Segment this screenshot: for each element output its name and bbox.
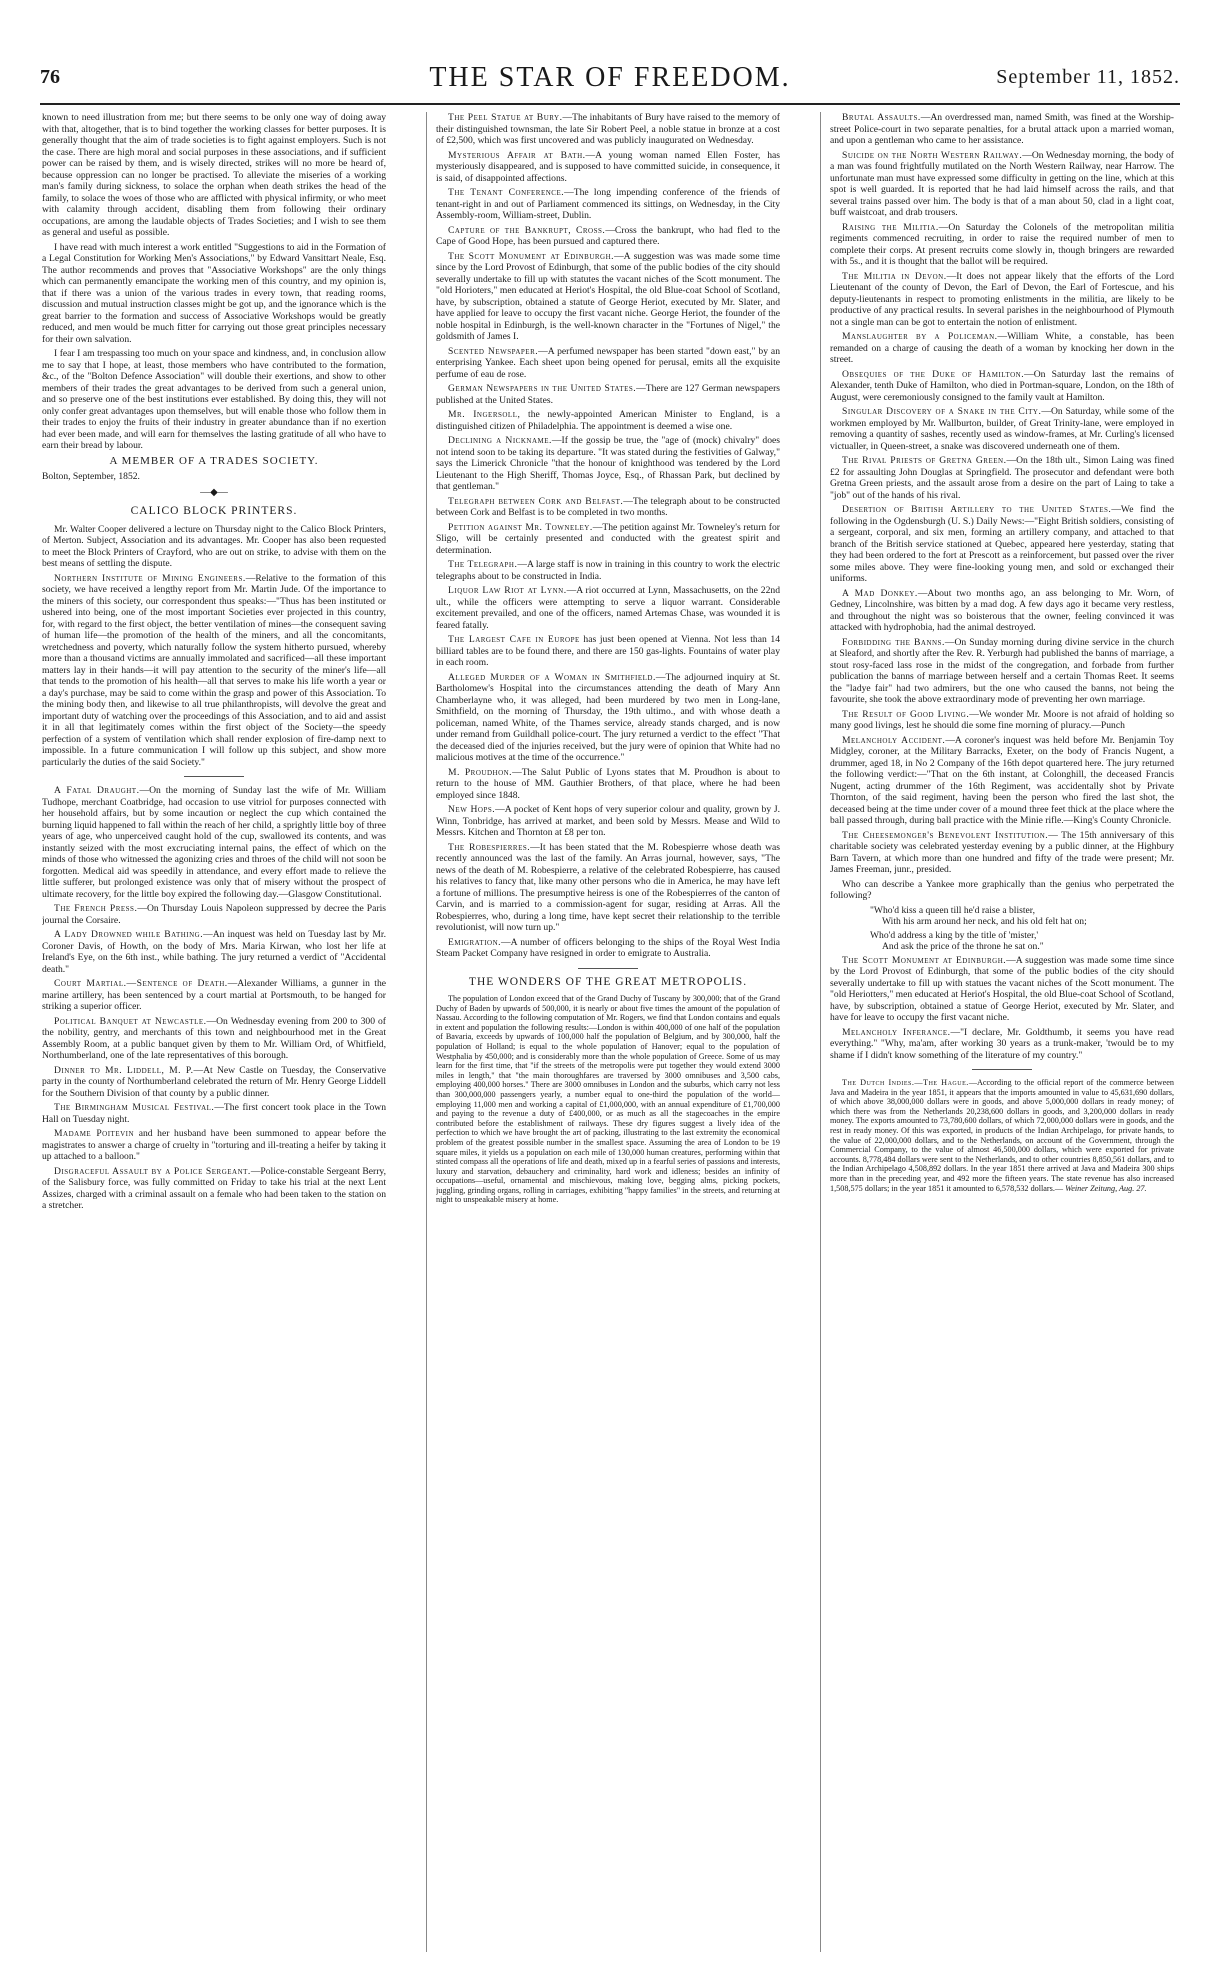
news-item bbox=[436, 150, 780, 185]
news-headline: New Hops. bbox=[448, 804, 496, 815]
issue-date: September 11, 1852. bbox=[996, 66, 1180, 88]
column-divider bbox=[820, 112, 821, 1952]
news-headline: Dinner to Mr. Liddell, M. P. bbox=[54, 1064, 194, 1076]
news-item bbox=[830, 222, 1174, 268]
news-item bbox=[436, 251, 780, 343]
short-rule bbox=[184, 776, 244, 777]
news-item bbox=[436, 559, 780, 582]
news-body: —It has been stated that the M. Robespierre whose death was recently announced was the last of the family. An Arras journal, however, says, "The news of the death of M. Robespierre, a relative of the celebrated Robespierre, has caused his relatives to fancy that, like many other persons who die in America, he may have left a fortune of millions. The presumptive heiress is one of the Robespierres of the canton of Carvin, and is married to a commission-agent for sugar, residing at Arras. All the Robespierres, who, during a long time, have kept secret their relationship to the terrible revolutionist, will now turn up." bbox=[436, 841, 780, 933]
news-headline: Liquor Law Riot at Lynn. bbox=[448, 585, 567, 596]
news-body: —"I declare, Mr. Goldthumb, it seems you have read everything." "Why, ma'am, after working 30 years as a trunk-maker, 'twould be to my shame if I didn't know something of the literature of my country." bbox=[830, 1026, 1174, 1061]
news-body: —The petition against Mr. Towneley's return for Sligo, will be certainly presented and conducted with the greatest spirit and determination. bbox=[436, 521, 780, 556]
news-body: —Relative to the formation of this society, we have received a lengthy report from Mr. Martin Jude. Of the importance to the miners of this society, our correspondent thus speaks:—"Thus has been instituted or ushered into being, one of the most important Societies ever projected in this country, for, with regard to the first object, the better ventilation of mines—the consequent saving of human life—the promotion of the health of the miners, and all the concomitants, wretchedness and poverty, which naturally follow the system hitherto pursued, whereby more than a thousand victims are annually immolated and sacrificed—all these important matters lay in their hands—it will pay attention to the security of the miner's life—all that tends to the promotion of his health—all that serves to make his life worth a year or a day's purchase, may be said to come within the grasp and power of this Association. To the mining body then, and likewise to all true philanthropists, will devolve the great and important duty of watching over the proceedings of this Association, and to aid and assist it in all that legitimately comes within the first object of the Society—the speedy perfection of a system of ventilation which shall render explosion of fire-damp next to impossible. In a future communication I will follow up this subject, and show more particularly the duties of the said Society." bbox=[42, 572, 386, 768]
news-body: —A coroner's inquest was held before Mr. Benjamin Toy Midgley, coroner, at the Military Barracks, Exeter, on the body of Francis Nugent, a drummer, aged 18, in No 2 Company of the 16th depot quartered here. The jury returned the following verdict:—"That on the 6th instant, at Colonghill, the deceased Francis Nugent, acting drummer of the 16th Regiment, was accidentally shot by Private Thornton, of the said regiment, having been the person who fired the last shot, the deceased being at the time under cover of a mound three feet thick at the place where the ball passed through, during ball practice with the Minie rifle.—King's County Chronicle. bbox=[830, 734, 1174, 826]
news-item bbox=[436, 346, 780, 381]
news-headline: The Birmingham Musical Festival. bbox=[54, 1102, 215, 1113]
news-headline: Scented Newspaper. bbox=[448, 345, 539, 357]
news-body: —At New Castle on Tuesday, the Conservative party in the county of Northumberland celebrated the return of Mr. Henry George Liddell for the Southern Division of that county by a public dinner. bbox=[42, 1064, 386, 1099]
letter-signature: A MEMBER OF A TRADES SOCIETY. bbox=[109, 454, 319, 467]
news-item bbox=[436, 409, 780, 432]
news-headline: A Lady Drowned while Bathing. bbox=[54, 929, 204, 940]
news-headline: Court Martial.—Sentence of Death. bbox=[54, 978, 228, 989]
news-headline: The Peel Statue at Bury. bbox=[448, 112, 563, 123]
news-headline: Singular Discovery of a Snake in the City. bbox=[842, 406, 1042, 417]
news-headline: The Militia in Devon. bbox=[842, 270, 947, 282]
letter-dateline: Bolton, September, 1852. bbox=[42, 471, 140, 482]
page-number: 76 bbox=[40, 66, 60, 88]
news-item bbox=[436, 585, 780, 631]
news-item bbox=[436, 225, 780, 248]
news-item bbox=[830, 271, 1174, 329]
news-headline: The Tenant Conference. bbox=[448, 187, 565, 198]
news-item bbox=[830, 709, 1174, 732]
news-body: —Cross the bankrupt, who had fled to the Cape of Good Hope, has been pursued and captured there. bbox=[436, 224, 780, 247]
news-item bbox=[436, 383, 780, 406]
news-headline: A Mad Donkey. bbox=[842, 587, 918, 599]
news-body: —If the gossip be true, the "age of (mock) chivalry" does not intend soon to be taking its departure. "It was stated during the festivities of Galway," says the Limerick Chronicle "that the honour of knighthood was tendered by the Lord Lieutenant to the High Sheriff, Thomas Joyce, Esq., of Rhassan Park, but declined by that gentleman." bbox=[436, 435, 780, 492]
news-body: —An overdressed man, named Smith, was fined at the Worship-street Police-court in two separate penalties, for a brutal attack upon a married woman, and upon a gentleman who came to her assistance. bbox=[830, 112, 1174, 146]
news-body: —According to the official report of the commerce between Java and Madeira in the year 1851, it appears that the imports amounted in value to 45,631,690 dollars, of which above 38,000,000 dollars were in goods, and above 5,000,000 dollars in ready money; of which there was from the Netherlands 20,238,600 dollars in goods, and 3,200,000 dollars in ready money. The exports amounted to 73,780,600 dollars, of which 72,000,000 dollars were in goods, and the rest in ready money. Of this was exported, in products of the Indian Archipelago, for private hands, to the value of 22,000,000 dollars, and to the Netherlands, on account of the Government, through the Commercial Company, to the value of almost 46,500,000 dollars, which were exported for private accounts. 8,778,484 dollars were sent to the Netherlands, and to other countries 8,850,561 dollars, and to the Indian Archipelago 4,508,892 dollars. In the year 1851 there arrived at Java and Madeira 300 ships more than in the preceding year, and 492 more the fifteen years. The state revenue has also increased 1,508,575 dollars; in the year 1851 it amounted to 6,578,532 dollars.— bbox=[830, 1078, 1174, 1193]
news-body: —On Sunday morning during divine service in the church at Sleaford, and shortly after the Rev. R. Yerburgh had published the banns of marriage, a stout rosy-faced lass rose in the midst of the congregation, and forbade from further publication the banns of marriage between herself and a certain Thomas Reet. It seems the "ladye fair" had two admirers, but the one who caused the banns, not being the favourite, she took the above extraordinary mode of preventing her own marriage. bbox=[830, 636, 1174, 705]
news-item bbox=[42, 1016, 386, 1062]
news-headline: Disgraceful Assault by a Police Sergeant. bbox=[54, 1165, 251, 1177]
news-headline: Alleged Murder of a Woman in Smithfield. bbox=[448, 671, 656, 683]
news-body: —A riot occurred at Lynn, Massachusetts, on the 22nd ult., while the officers were attempting to serve a liquor warrant. Considerable excitement prevailed, and one of the officers, named Artemas Chase, was wounded it is feared fatally. bbox=[436, 585, 780, 631]
news-body: —The telegraph about to be constructed between Cork and Belfast is to be completed in two months. bbox=[436, 495, 780, 518]
verse-line: "Who'd kiss a queen till he'd raise a blister, bbox=[870, 904, 1035, 916]
news-body: —A number of officers belonging to the ships of the Royal West India Steam Packet Company have resigned in order to emigrate to Australia. bbox=[436, 936, 780, 959]
article-paragraph: The population of London exceed that of the Grand Duchy of Tuscany by 300,000; that of the Grand Duchy of Baden by upwards of 500,000, it is nearly or about five times the amount of the population of Nassau. According to the following computation of Mr. Rogers, we find that London contains and equals in extent and population the following results:—London is within 400,000 of one half of the population of Bavaria, exceeds by upwards of 100,000 half the population of Belgium, and by 300,000, half the population of Holland; is equal to the whole population of Hanover; equal to the population of Westphalia by 450,000; and is considerably more than the whole population of Greece. Some of us may learn for the first time, that "if the streets of the metropolis were put together they would extend 3000 miles in length," that "the main thoroughfares are traversed by 3000 omnibuses and 3,500 cabs, employing 400,000 horses." There are 3000 omnibuses in London and the suburbs, which carry not less than 300,000,000 passengers yearly, a number equal to one-third the population of the world—employing 11,000 men and working a capital of £1,000,000, with an annual expenditure of £1,700,000 and paying to the revenue a duty of £400,000, or as much as all the stagecoaches in the empire contributed before the establishment of railways. These dry figures suggest a lively idea of the perfection to which we have brought the art of packing, illustrating to the last extremity the economical problem of the greatest possible number in the smallest space. Assuming the area of London to be 19 square miles, it yields us a population on each mile of 130,000 human creatures, performing within that stinted compass all the operations of life and death, mixed up in a fearful series of passions and interests, luxury and starvation, debauchery and criminality, hard work and idleness; besides an infinity of occupations—useful, ornamental and mischievous, making love, begging alms, picking pockets, juggling, grinding organs, rolling in carriages, exhibiting "happy families" in the streets, and returning at night to unspeakable misery at home. bbox=[436, 994, 780, 1205]
newspaper-title: THE STAR OF FREEDOM. bbox=[429, 62, 791, 93]
news-item bbox=[830, 637, 1174, 706]
news-headline: Political Banquet at Newcastle. bbox=[54, 1015, 207, 1027]
news-body: —We wonder Mr. Moore is not afraid of holding so many good livings, lest he should die some fine morning of pluracy.—Punch bbox=[830, 708, 1174, 731]
news-body: —On Wednesday evening from 200 to 300 of the nobility, gentry, and merchants of this town and neighbourhood met in the Great Assembly Room, at a public banquet given by them to Mr. William Ord, of Whitfield, Northumberland, one of the late representatives of this borough. bbox=[42, 1015, 386, 1061]
column-1 bbox=[42, 112, 386, 1952]
news-body: —We find the following in the Ogdensburgh (U. S.) Daily News:—"Eight British soldiers, consisting of a sergeant, corporal, and six men, forming an artillery company, and attached to that branch of the British service stationed at Quebec, appeared here yesterday, stating that they had been ordered to the fort at Prescott as a reinforcement, but passed over the river some miles above. They were fine-looking young men, and sold or exchanged their uniforms. bbox=[830, 504, 1174, 584]
news-headline: The Cheesemonger's Benevolent Institution. bbox=[842, 829, 1049, 841]
news-headline: The Largest Cafe in Europe bbox=[448, 634, 580, 645]
news-item bbox=[436, 804, 780, 839]
news-body: the newly-appointed American Minister to England, is a distinguished citizen of Philadelphia. The appointment is deemed a wise one. bbox=[436, 409, 780, 432]
news-item bbox=[830, 735, 1174, 827]
news-body: —A large staff is now in training in this country to work the electric telegraphs about to be constructed in India. bbox=[436, 559, 780, 582]
news-body: —Police-constable Sergeant Berry, of the Salisbury force, was fully committed on Friday to take his trial at the next Lent Assizes, charged with a criminal assault on a female who had been taken to the station on a stretcher. bbox=[42, 1165, 386, 1211]
news-headline: The Scott Monument at Edinburgh. bbox=[448, 250, 615, 262]
news-headline: The Telegraph. bbox=[448, 559, 518, 570]
column-3 bbox=[830, 112, 1174, 1952]
section-title: CALICO BLOCK PRINTERS. bbox=[130, 505, 298, 517]
news-body: — The 15th anniversary of this charitable society was celebrated yesterday evening by a public dinner, at the Highbury Barn Tavern, at which more than one hundred and fifty of the trade were present; Mr. James Freeman, junr., presided. bbox=[830, 829, 1174, 875]
news-item bbox=[42, 573, 386, 769]
news-headline: Obsequies of the Duke of Hamilton. bbox=[842, 368, 1025, 380]
column-divider bbox=[426, 112, 427, 1952]
news-body: —The long impending conference of the friends of tenant-right in and out of Parliament commenced its sittings, on Wednesday, in the City Assembly-room, William-street, Dublin. bbox=[436, 187, 780, 221]
news-item bbox=[436, 435, 780, 493]
article-paragraph: Who can describe a Yankee more graphically than the genius who perpetrated the following? bbox=[830, 878, 1174, 901]
news-item bbox=[42, 785, 386, 900]
short-rule bbox=[578, 968, 638, 969]
news-headline: A Fatal Draught. bbox=[54, 785, 140, 796]
news-headline: The Robespierres. bbox=[448, 841, 531, 853]
ornament-divider: —◆— bbox=[200, 486, 228, 498]
news-item bbox=[42, 1102, 386, 1125]
news-body: —On Thursday Louis Napoleon suppressed by decree the Paris journal the Corsaire. bbox=[42, 903, 386, 926]
news-item bbox=[42, 1128, 386, 1163]
news-item bbox=[436, 767, 780, 802]
news-item bbox=[436, 842, 780, 934]
news-headline: Northern Institute of Mining Engineers. bbox=[54, 572, 246, 584]
news-headline: Brutal Assaults. bbox=[842, 112, 921, 123]
verse-line: Who'd address a king by the title of 'mister,' bbox=[870, 929, 1039, 941]
news-headline: Manslaughter by a Policeman. bbox=[842, 331, 998, 342]
news-body: —A perfumed newspaper has been started "down east," by an enterprising Yankee. Each sheet upon being opened for perusal, emits all the exquisite perfume of eau de rose. bbox=[436, 345, 780, 380]
news-body: —A suggestion was made some time since by the Lord Provost of Edinburgh, that some of the public bodies of the city should severally undertake to fill up with statues the vacant niches of the Scott monument. The "old Heriotters," men educated at Heriot's Hospital, the old Blue-coat School of Scotland, have, by subscription, obtained a statue of George Heriot, executed by Mr. Slater, and have for leave to occupy the first vacant niche. bbox=[830, 954, 1174, 1023]
news-headline: Madame Poitevin bbox=[54, 1128, 135, 1139]
news-body: —A young woman named Ellen Foster, has mysteriously disappeared, and is supposed to have committed suicide, in consequence, it is said, of disappointed affections. bbox=[436, 149, 780, 184]
news-item bbox=[830, 504, 1174, 585]
news-headline: Capture of the Bankrupt, Cross. bbox=[448, 224, 606, 236]
news-body: —The inhabitants of Bury have raised to the memory of their distinguished townsman, the late Sir Robert Peel, a noble statue in bronze at a cost of £2,500, which was first uncovered and was publicly inaugurated on Wednesday. bbox=[436, 112, 780, 146]
news-headline: The Rival Priests of Gretna Green. bbox=[842, 455, 1007, 466]
news-headline: Mr. Ingersoll, bbox=[448, 409, 521, 420]
news-body: —There are 127 German newspapers published at the United States. bbox=[436, 383, 780, 406]
news-body: —Alexander Williams, a gunner in the marine artillery, has been sentenced by a court martial at Portsmouth, to be hanged for striking a superior officer. bbox=[42, 978, 386, 1012]
news-item bbox=[830, 331, 1174, 366]
news-body: —An inquest was held on Tuesday last by Mr. Coroner Davis, of Howth, on the body of Mrs. Maria Kirwan, who lost her life at Ireland's Eye, on the 6th inst., while bathing. The jury returned a verdict of "Accidental death." bbox=[42, 929, 386, 975]
news-headline: Suicide on the North Western Railway. bbox=[842, 149, 1023, 161]
verse-line: And ask the price of the throne he sat on." bbox=[882, 941, 1044, 952]
article-paragraph: Mr. Walter Cooper delivered a lecture on Thursday night to the Calico Block Printers, of Merton. Subject, Association and its advantages. Mr. Cooper has also been requested to meet the Block Printers of Crayford, who are out on strike, to advise with them on the best means of settling the dispute. bbox=[42, 523, 386, 569]
news-body: —On Saturday the Colonels of the metropolitan militia regiments commenced recruiting, in order to raise the required number of men to complete their corps. At present recruits come slowly in, though bringers are rewarded with 5s., and it is thought that the ballot will be required. bbox=[830, 221, 1174, 267]
news-item bbox=[436, 522, 780, 557]
news-headline: The French Press. bbox=[54, 903, 138, 914]
news-headline: The Dutch Indies.—The Hague. bbox=[842, 1078, 969, 1087]
article-paragraph: known to need illustration from me; but there seems to be only one way of doing away with that, altogether, that is to bind together the working classes for better purposes. It is generally thought that the aim of trade societies is to fight against employers. Such is not the case. There are high moral and social purposes in these associations, and if sufficient power can be raised by them, and is wisely directed, strikes will no more be heard of, because oppression can no longer be practised. To alleviate the miseries of a working man's family during sickness, to solace the orphan when death strikes the head of the family, to solace the woes of those who are afflicted with physical infirmity, or who meet with calamity through accident, disabling them from following their ordinary occupations, are among the laudable objects of Trades Societies; and I wish to see them as general and useful as possible. bbox=[42, 112, 386, 238]
news-headline: The Scott Monument at Edinburgh. bbox=[842, 954, 1007, 966]
news-body: has just been opened at Vienna. Not less than 14 billiard tables are to be found there, and there are 150 gas-lights. Fountains of water play in each room. bbox=[436, 634, 780, 668]
section-title: THE WONDERS OF THE GREAT METROPOLIS. bbox=[468, 975, 748, 988]
news-item bbox=[830, 830, 1174, 876]
header-rule bbox=[40, 103, 1180, 105]
article-paragraph: I have read with much interest a work entitled "Suggestions to aid in the Formation of a Legal Constitution for Working Men's Associations," by Edward Vansittart Neale, Esq. The author recommends and proves that "Associative Workshops" are the only things which can permanently emancipate the working men of this country, and my opinion is, that if there was a union of the various trades in every town, that reading rooms, discussion and mutual instruction classes might be got up, and the ignorance which is the great barrier to the formation and success of Associative Workshops would be greatly reduced, and men would be much fitter for carrying out those great principles necessary for their own salvation. bbox=[42, 241, 386, 345]
news-item bbox=[436, 634, 780, 669]
news-headline: Forbidding the Banns. bbox=[842, 636, 945, 648]
news-body: —On Saturday, while some of the workmen employed by Mr. Wallburton, builder, of Great Trinity-lane, were employed in removing a quantity of sashes, recently used as window-frames, at Mr. Curling's licensed victualler, in Queen-street, a snake was discovered underneath one of them. bbox=[830, 406, 1174, 452]
news-item bbox=[830, 1078, 1174, 1193]
article-paragraph: I fear I am trespassing too much on your space and kindness, and, in conclusion allow me to say that I hope, at least, those members who have contributed to the formation, &c., of the "Bolton Defence Association" will double their exertions, and show to other members of their trades the great advantages to be derived from such a general union, and so preserve one of the best institutions ever established. By doing this, they will not only confer great advantages upon themselves, but will enable those who follow them in their trades to enjoy the fruits of their industry in greater abundance than if no exertion had ever been made, and will earn for themselves the lasting gratitude of all who have to earn their bread by labour. bbox=[42, 348, 386, 451]
news-headline: Raising the Militia. bbox=[842, 221, 939, 233]
news-headline: Melancholy Inferance. bbox=[842, 1026, 951, 1038]
news-headline: Telegraph between Cork and Belfast. bbox=[448, 495, 624, 507]
column-2 bbox=[436, 112, 780, 1952]
news-item bbox=[830, 406, 1174, 452]
masthead bbox=[40, 62, 1180, 96]
news-body: —The Salut Public of Lyons states that M. Proudhon is about to return to the house of MM. Gauthier Brothers, of that place, where he had been employed since 1848. bbox=[436, 766, 780, 801]
news-item bbox=[830, 112, 1174, 147]
news-headline: Emigration. bbox=[448, 936, 502, 948]
news-item bbox=[436, 937, 780, 960]
news-headline: Mysterious Affair at Bath. bbox=[448, 149, 586, 161]
news-body: and her husband have been summoned to appear before the magistrates to answer a charge of cruelty in "torturing and ill-treating a heifer by taking it up attached to a balloon." bbox=[42, 1128, 386, 1162]
news-item bbox=[42, 929, 386, 975]
news-headline: German Newspapers in the United States. bbox=[448, 383, 637, 394]
news-body: —William White, a constable, has been remanded on a charge of causing the death of a woman by knocking her down in the street. bbox=[830, 331, 1174, 365]
news-body: —The first concert took place in the Town Hall on Tuesday night. bbox=[42, 1102, 386, 1125]
news-item bbox=[830, 588, 1174, 634]
news-headline: Melancholy Accident. bbox=[842, 734, 946, 746]
news-body: —On the morning of Sunday last the wife of Mr. William Tudhope, merchant Coatbridge, had occasion to use vitriol for purposes connected with her household affairs, but by some incaution or neglect the cup which contained the burning liquid happened to fall within the reach of her child, a sprightly little boy of three years of age, who unperceived caught hold of the cup, swallowed its contents, and was instantly seized with the most excruciating internal pains, the effect of which on the minds of those who witnessed the agonizing cries and throes of the child will not soon be forgotten. Medical aid was speedily in attendance, and every effort made to relieve the little sufferer, but prolonged existence was only that of misery without the prospect of ultimate recovery, for the little boy expired the following day.—Glasgow Constitutional. bbox=[42, 785, 386, 900]
news-headline: Desertion of British Artillery to the United States. bbox=[842, 504, 1112, 515]
news-item bbox=[42, 978, 386, 1013]
news-item bbox=[830, 150, 1174, 219]
news-body: —The adjourned inquiry at St. Bartholomew's Hospital into the circumstances attending the death of Mary Ann Chamberlayne who, it was alleged, had been murdered by two men in Long-lane, Smithfield, on the morning of Thursday, the 19th ultimo., and with whose death a policeman, named White, of the Thames service, already stands charged, and is now under remand from Guildhall police-court. The jury returned a verdict to the effect "That the deceased died of the injuries received, but the jury were of opinion that White had no malicious motives at the time of the occurrence." bbox=[436, 671, 780, 763]
news-item bbox=[42, 1166, 386, 1212]
news-body: —About two months ago, an ass belonging to Mr. Worn, of Gedney, Lincolnshire, was bitten by a mad dog. A few days ago it became very restless, and throughout the night was so boisterous that the owner, feeling convinced it was attacked with hydrophobia, had the animal destroyed. bbox=[830, 587, 1174, 633]
news-item bbox=[830, 455, 1174, 501]
news-item bbox=[830, 955, 1174, 1024]
news-body: —A suggestion was was made some time since by the Lord Provost of Edinburgh, that some of the public bodies of the city should severally undertake to fill up with statutes the vacant niches of the Scott monument. The "old Horioters," men educated at Heriot's Hospital, the old Blue-coat School of Scotland, have, by subscription, obtained a statute of George Heriot, executed by Mr. Slater, and have applied for leave to occupy the first vacant niche. George Heriot, the founder of the noble hospital in Edinburgh, is the well-known character in the "Fortunes of Nigel," the goldsmith of James I. bbox=[436, 250, 780, 342]
news-body: —A pocket of Kent hops of very superior colour and quality, grown by J. Winn, Tonbridge, has arrived at market, and been sold by Messrs. Mease and Wild to Messrs. Kitchen and Thornton at £8 per ton. bbox=[436, 804, 780, 838]
news-item bbox=[436, 496, 780, 519]
news-headline: M. Proudhon. bbox=[448, 766, 513, 778]
news-body: —On Saturday last the remains of Alexander, tenth Duke of Hamilton, who died in Portman-square, London, on the 18th of August, were ceremoniously consigned to the family vault at Hamilton. bbox=[830, 368, 1174, 403]
news-body: —On Wednesday morning, the body of a man was found frightfully mutilated on the North Western Railway, near Harrow. The unfortunate man must have expressed some difficulty in getting on the line, which at this spot is well guarded. It is reported that he had laid himself across the rails, and that several trains passed over him. The body is that of a man about 50, clad in a light coat, buff waistcoat, and drab trousers. bbox=[830, 149, 1174, 218]
news-item bbox=[42, 1065, 386, 1100]
news-item bbox=[830, 1027, 1174, 1062]
news-headline: The Result of Good Living. bbox=[842, 708, 970, 720]
news-source: Weiner Zeitung, Aug. 27. bbox=[1065, 1183, 1147, 1193]
news-headline: Petition against Mr. Towneley. bbox=[448, 521, 593, 533]
news-body: —It does not appear likely that the efforts of the Lord Lieutenant of the county of Devon, the Earl of Devon, the Earl of Fortescue, and his deputy-lieutenants in respect to promoting enlistments in the militia, are likely to be productive of any practical results. In several parishes in the neighbourhood of Plymouth not a single man can be got to entertain the notion of enlistment. bbox=[830, 270, 1174, 328]
news-headline: Declining a Nickname. bbox=[448, 435, 552, 446]
news-item bbox=[436, 187, 780, 222]
news-body: —On the 18th ult., Simon Laing was fined £2 for assaulting John Douglas at Springfield. The prosecutor and defendant were both Gretna Green priests, and the assault arose from a desire on the part of Laing to take a "job" out of the hands of his rival. bbox=[830, 455, 1174, 501]
news-item bbox=[830, 369, 1174, 404]
news-item bbox=[436, 112, 780, 147]
verse-line: With his arm around her neck, and his old felt hat on; bbox=[882, 916, 1087, 927]
short-rule bbox=[972, 1069, 1032, 1070]
news-item bbox=[42, 903, 386, 926]
news-item bbox=[436, 672, 780, 764]
